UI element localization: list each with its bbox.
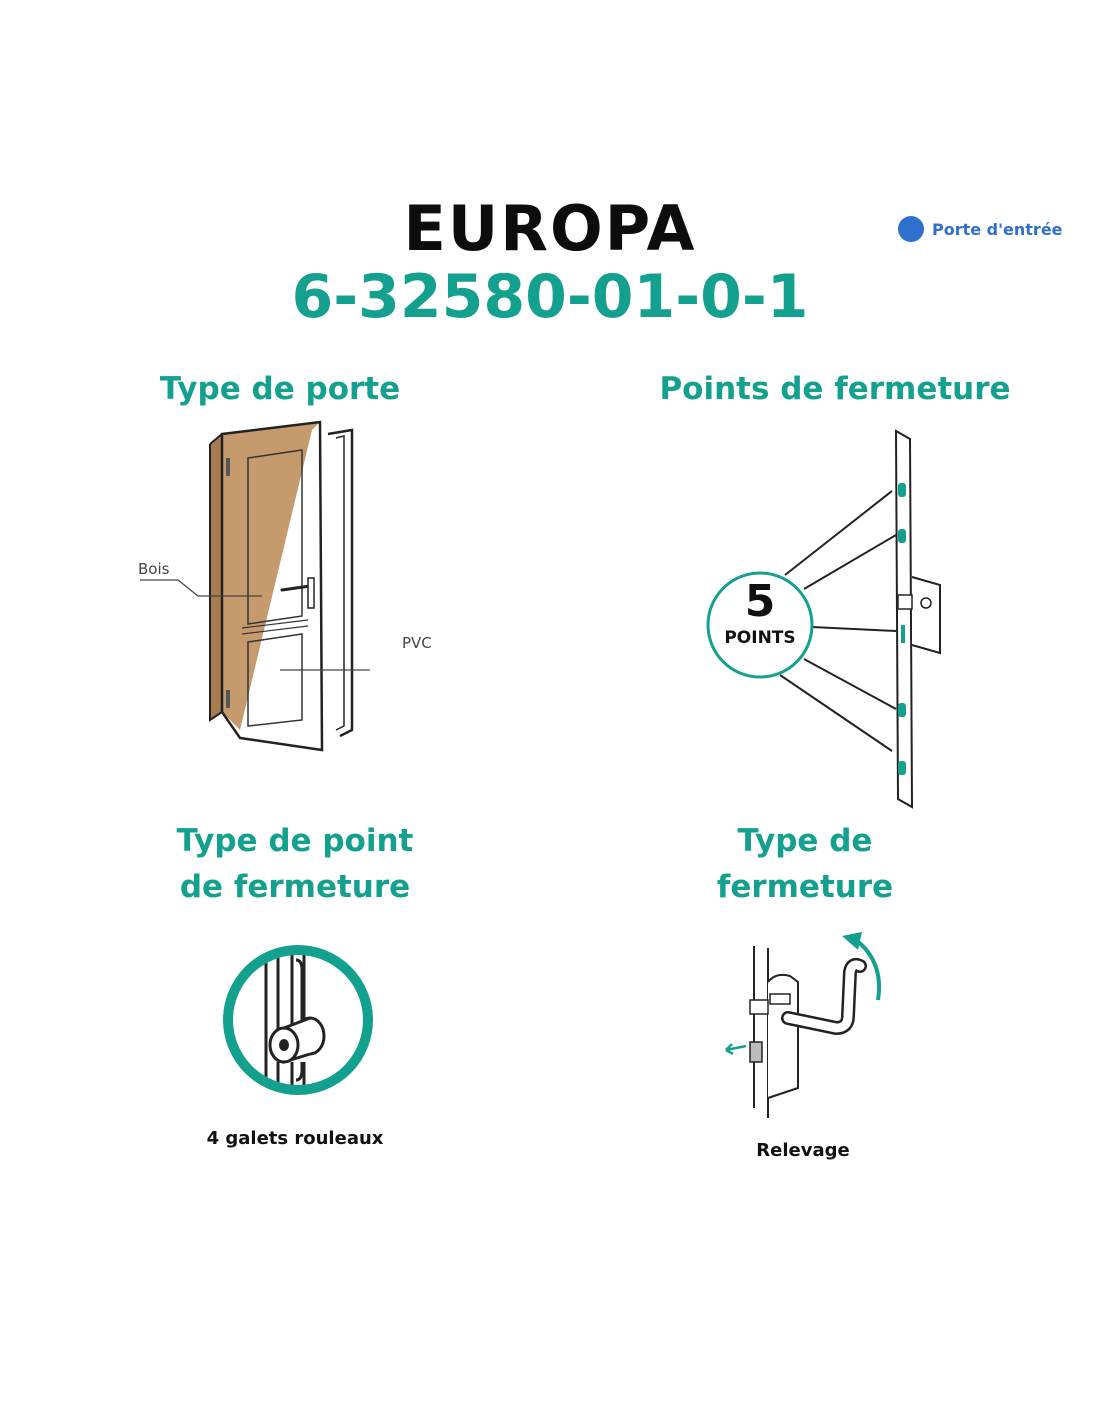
- caption-rollers: 4 galets rouleaux: [206, 1128, 384, 1149]
- product-brand: EUROPA: [403, 192, 697, 265]
- badge-label: POINTS: [724, 628, 796, 648]
- section-title-closing-type: [650, 818, 960, 910]
- section-title-door-type: Type de porte: [159, 371, 401, 407]
- section-title-locking-points: Points de fermeture: [659, 371, 1011, 407]
- section-title-line: Type de: [737, 823, 873, 859]
- door-icon: [130, 420, 370, 760]
- section-title-line: de fermeture: [179, 869, 411, 905]
- label-pvc: PVC: [402, 634, 432, 652]
- category-label: Porte d'entrée: [932, 219, 1063, 239]
- handle-lift-icon: [718, 928, 898, 1128]
- section-title-line: fermeture: [716, 869, 894, 905]
- product-reference: 6-32580-01-0-1: [291, 262, 809, 332]
- roller-icon: [218, 940, 378, 1100]
- section-title-locking-point-type: [120, 818, 470, 910]
- caption-lift: Relevage: [756, 1140, 850, 1161]
- category-dot-icon: [898, 216, 924, 242]
- label-wood: Bois: [138, 560, 170, 578]
- badge-number: 5: [744, 576, 776, 627]
- section-title-line: Type de point: [176, 823, 414, 859]
- category-tag: [898, 216, 1063, 242]
